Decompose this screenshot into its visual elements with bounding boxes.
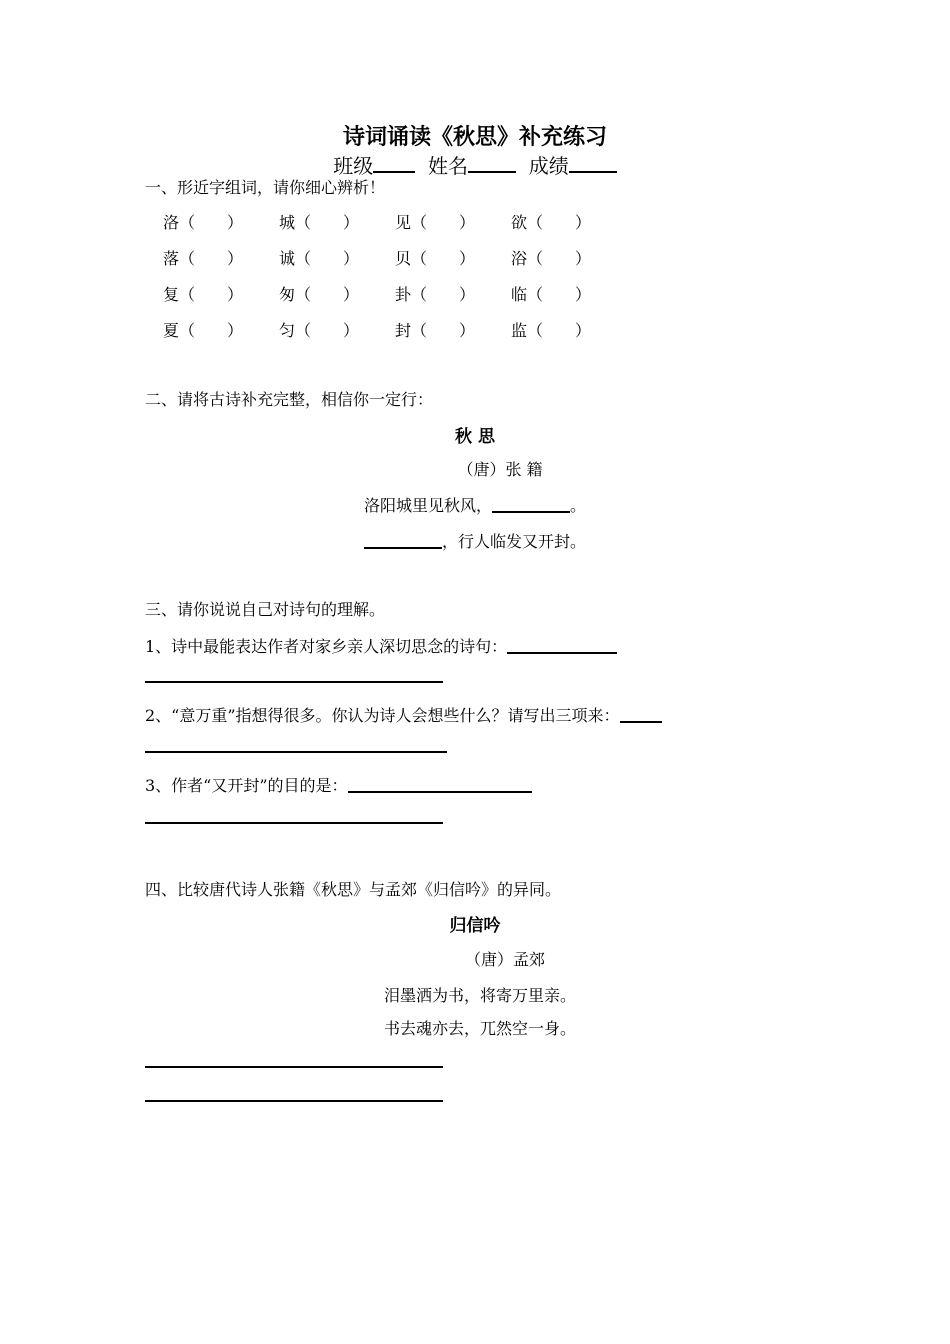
name-label: 姓名 (428, 154, 468, 178)
section3-heading: 三、请你说说自己对诗句的理解。 (145, 600, 386, 619)
char-cell[interactable]: 匆（ ） (279, 285, 360, 304)
char-cell[interactable]: 落（ ） (163, 249, 244, 268)
question-2-text: 2、“意万重”指想得很多。你认为诗人会想些什么？请写出三项来： (145, 706, 620, 725)
char-row-3 (163, 282, 627, 305)
answer-line-1b[interactable] (145, 681, 443, 683)
score-blank[interactable] (569, 153, 617, 173)
answer-line-4a[interactable] (145, 1066, 443, 1068)
answer-line-3b[interactable] (145, 822, 443, 824)
poem-line-2-text: ，行人临发又开封。 (441, 532, 586, 551)
poem-author-guixinyin: （唐）孟郊 (464, 950, 545, 969)
question-2 (145, 703, 662, 726)
char-cell[interactable]: 卦（ ） (395, 285, 476, 304)
poem-line-1 (0, 493, 950, 516)
question-3 (145, 773, 532, 796)
student-info (0, 150, 950, 179)
poem-title-guixinyin: 归信吟 (449, 916, 501, 936)
answer-blank-3a[interactable] (348, 791, 532, 793)
char-cell[interactable]: 临（ ） (511, 285, 592, 304)
char-row-1 (163, 210, 627, 233)
poem-title-qiusi: 秋 思 (455, 427, 495, 447)
char-cell[interactable]: 贝（ ） (395, 249, 476, 268)
char-row-4 (163, 318, 627, 341)
score-label: 成绩 (528, 154, 569, 178)
section2-heading: 二、请将古诗补充完整，相信你一定行： (145, 390, 434, 409)
name-blank[interactable] (468, 153, 516, 173)
poem-blank-2[interactable] (364, 547, 442, 549)
poem-blank-1[interactable] (492, 511, 570, 513)
question-1-text: 1、诗中最能表达作者对家乡亲人深切思念的诗句： (145, 637, 508, 656)
poem-line-1-text: 洛阳城里见秋风， (363, 496, 492, 515)
question-3-text: 3、作者“又开封”的目的是： (145, 776, 348, 795)
class-blank[interactable] (373, 153, 415, 173)
poem-author-qiusi: （唐）张 籍 (457, 460, 543, 479)
poem-line-4: 书去魂亦去，兀然空一身。 (383, 1019, 576, 1038)
answer-line-2b[interactable] (145, 751, 447, 753)
char-cell[interactable]: 诚（ ） (279, 249, 360, 268)
char-cell[interactable]: 浴（ ） (511, 249, 592, 268)
char-cell[interactable]: 见（ ） (395, 213, 476, 232)
char-cell[interactable]: 复（ ） (163, 285, 244, 304)
poem-line-2 (0, 529, 950, 552)
char-cell[interactable]: 洛（ ） (163, 213, 244, 232)
question-1 (145, 634, 617, 657)
char-cell[interactable]: 监（ ） (511, 321, 592, 340)
char-cell[interactable]: 夏（ ） (163, 321, 244, 340)
char-cell[interactable]: 欲（ ） (511, 213, 592, 232)
section1-heading: 一、形近字组词，请你细心辨析！ (145, 178, 386, 197)
answer-blank-1a[interactable] (507, 652, 617, 654)
answer-blank-2a[interactable] (620, 721, 662, 723)
poem-line-1-end: 。 (570, 496, 587, 515)
char-row-2 (163, 246, 627, 269)
answer-line-4b[interactable] (145, 1100, 443, 1102)
char-cell[interactable]: 封（ ） (395, 321, 476, 340)
char-cell[interactable]: 匀（ ） (279, 321, 360, 340)
section4-heading: 四、比较唐代诗人张籍《秋思》与孟郊《归信吟》的异同。 (145, 880, 562, 899)
class-label: 班级 (333, 154, 374, 178)
poem-line-3: 泪墨洒为书，将寄万里亲。 (383, 986, 576, 1005)
page-title: 诗词诵读《秋思》补充练习 (342, 125, 607, 150)
char-cell[interactable]: 城（ ） (279, 213, 360, 232)
